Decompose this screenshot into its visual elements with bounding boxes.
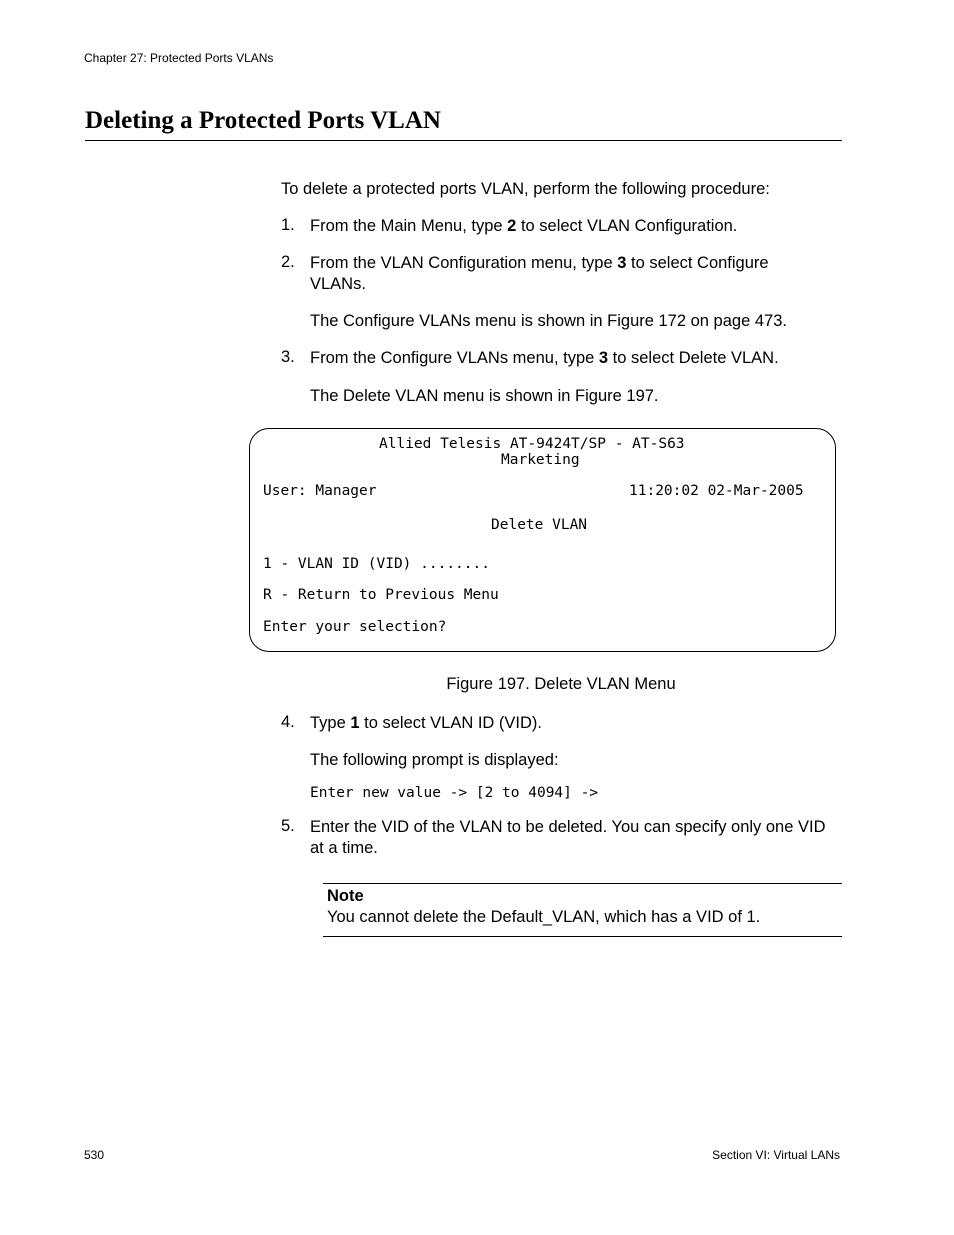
footer-section: Section VI: Virtual LANs [712,1148,840,1162]
note-text: You cannot delete the Default_VLAN, which has a VID of 1. [327,908,761,926]
step-4-number: 4. [281,713,295,731]
note-bottom-rule [323,936,842,937]
step-4-prompt: Enter new value -> [2 to 4094] -> [310,785,599,801]
step-4-note: The following prompt is displayed: [310,751,559,769]
terminal-user: User: Manager [263,483,377,499]
terminal-menu-title: Delete VLAN [491,517,588,533]
step-2-note: The Configure VLANs menu is shown in Figure 172 on page 473. [310,312,787,330]
title-rule [85,140,842,141]
note-top-rule [323,883,842,884]
page-number: 530 [84,1148,105,1162]
step-5-text: Enter the VID of the VLAN to be deleted. You can specify only one VID at a time. [310,818,826,857]
step-3-note: The Delete VLAN menu is shown in Figure 197. [310,387,659,405]
intro-paragraph: To delete a protected ports VLAN, perform the following procedure: [281,180,770,198]
step-3-text: From the Configure VLANs menu, type 3 to select Delete VLAN. [310,349,779,367]
step-5-number: 5. [281,817,295,835]
terminal-header-line1: Allied Telesis AT-9424T/SP - AT-S63 [379,436,685,452]
step-2-text: From the VLAN Configuration menu, type 3 to select Configure VLANs. [310,254,769,293]
step-1-text: From the Main Menu, type 2 to select VLAN Configuration. [310,217,738,235]
note-heading: Note [327,887,364,905]
terminal-screen-figure [249,428,836,652]
step-1-number: 1. [281,216,295,234]
terminal-datetime: 11:20:02 02-Mar-2005 [629,483,804,499]
terminal-header-line2: Marketing [501,452,580,468]
step-3-number: 3. [281,348,295,366]
page-title: Deleting a Protected Ports VLAN [85,107,441,134]
terminal-option-return: R - Return to Previous Menu [263,587,499,603]
step-4-text: Type 1 to select VLAN ID (VID). [310,714,543,732]
terminal-prompt: Enter your selection? [263,619,447,635]
step-2-number: 2. [281,253,295,271]
terminal-option-vlan-id: 1 - VLAN ID (VID) ........ [263,556,490,572]
running-header: Chapter 27: Protected Ports VLANs [84,51,274,65]
figure-caption: Figure 197. Delete VLAN Menu [446,675,676,693]
